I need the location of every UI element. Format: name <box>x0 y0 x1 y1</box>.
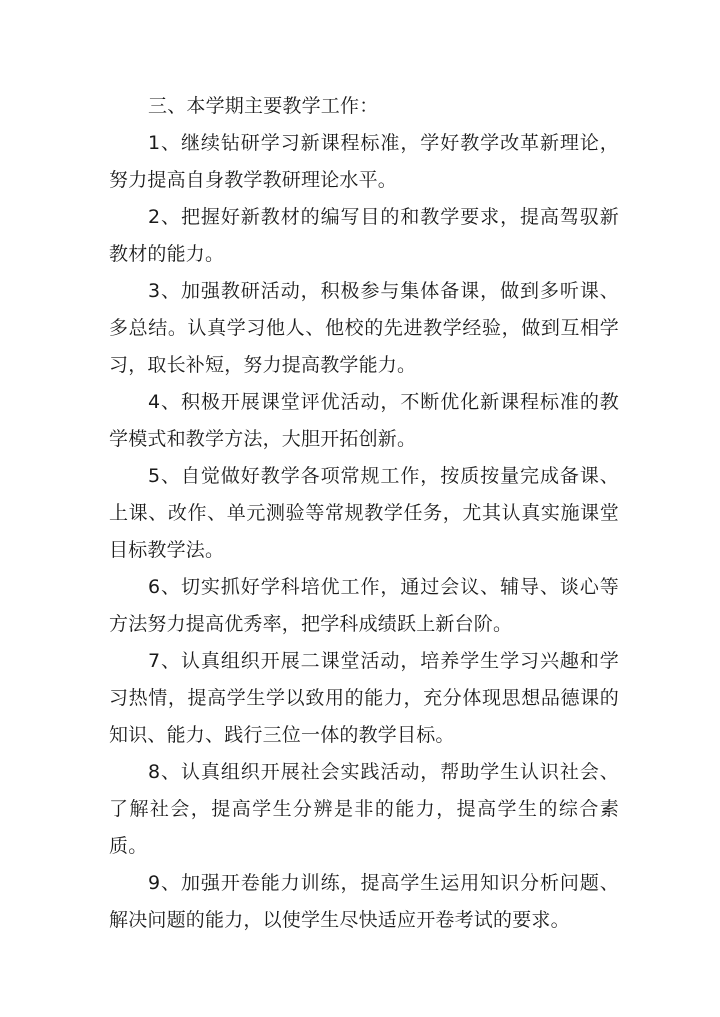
section-heading: 三、本学期主要教学工作： <box>148 95 379 117</box>
list-item-2: 2、把握好新教材的编写目的和教学要求，提高驾驭新教材的能力。 <box>109 206 619 265</box>
list-item-5: 5、自觉做好教学各项常规工作，按质按量完成备课、上课、改作、单元测验等常规教学任务，尤其认真实施课堂目标教学法。 <box>109 465 619 561</box>
list-item-4: 4、积极开展课堂评优活动，不断优化新课程标准的教学模式和教学方法，大胆开拓创新。 <box>109 391 619 450</box>
list-item-9: 9、加强开卷能力训练，提高学生运用知识分析问题、解决问题的能力，以使学生尽快适应开卷考试的要求。 <box>109 872 619 931</box>
list-item-3: 3、加强教研活动，积极参与集体备课，做到多听课、多总结。认真学习他人、他校的先进教学经验，做到互相学习，取长补短，努力提高教学能力。 <box>109 280 619 376</box>
list-item-1: 1、继续钻研学习新课程标准，学好教学改革新理论，努力提高自身教学教研理论水平。 <box>109 132 619 191</box>
document-body <box>109 88 619 939</box>
list-item-6: 6、切实抓好学科培优工作，通过会议、辅导、谈心等方法努力提高优秀率，把学科成绩跃上新台阶。 <box>109 576 619 635</box>
list-item-7: 7、认真组织开展二课堂活动，培养学生学习兴趣和学习热情，提高学生学以致用的能力，充分体现思想品德课的知识、能力、践行三位一体的教学目标。 <box>109 650 619 746</box>
list-item-8: 8、认真组织开展社会实践活动，帮助学生认识社会、了解社会，提高学生分辨是非的能力，提高学生的综合素质。 <box>109 761 619 857</box>
